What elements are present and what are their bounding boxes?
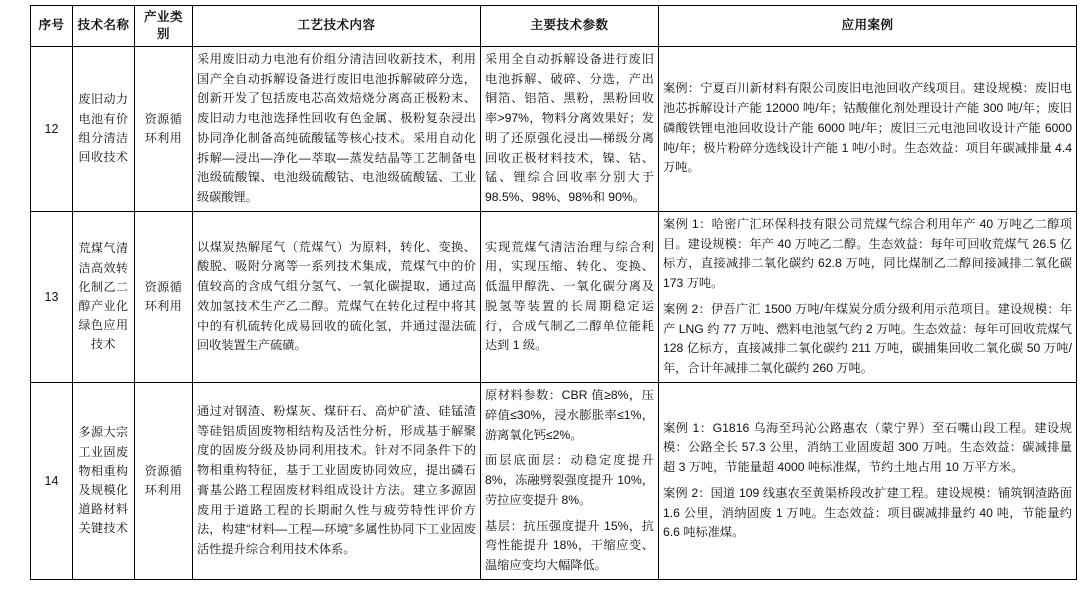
column-header-category: 产业类别 bbox=[135, 6, 193, 47]
table-row bbox=[31, 383, 1077, 580]
table-row bbox=[31, 46, 1077, 211]
column-header-parameters: 主要技术参数 bbox=[481, 6, 659, 47]
case-paragraph: 案例 1：哈密广汇环保科技有限公司荒煤气综合利用年产 40 万吨乙二醇项目。建设规模：年产 40 万吨乙二醇。生态效益：每年可回收荒煤气 26.5 亿标方，直接减排二氧化碳约 62.8 万吨，同比煤制乙二醇间接减排二氧化碳 173 万吨。 bbox=[663, 216, 1072, 291]
application-cases bbox=[659, 46, 1077, 211]
technology-content bbox=[193, 46, 481, 211]
technology-name: 荒煤气清洁高效转化制乙二醇产业化绿色应用技术 bbox=[73, 211, 135, 382]
industry-category: 资源循环利用 bbox=[135, 383, 193, 580]
row-number: 14 bbox=[31, 383, 73, 580]
column-header-name: 技术名称 bbox=[73, 6, 135, 47]
technology-name: 多源大宗工业固废物相重构及规模化道路材料关键技术 bbox=[73, 383, 135, 580]
technology-catalog-table bbox=[30, 5, 1077, 580]
technology-content-paragraph: 采用废旧动力电池有价组分清洁回收新技术，利用国产全自动拆解设备进行废旧电池拆解破碎分选，创新开发了包括废电芯高效焙烧分离高正极粉末、废旧动力电池选择性回收有色金属、极粉复杂浸出协同净化制备高纯硫酸锰等核心技术。采用自动化拆解—浸出—净化—萃取—蒸发结晶等工艺制备电池级硫酸镍、电池级硫酸钴、电池级硫酸锰、工业级碳酸锂。 bbox=[197, 51, 476, 205]
technology-name: 废旧动力电池有价组分清洁回收技术 bbox=[73, 46, 135, 211]
application-cases bbox=[659, 211, 1077, 382]
table-header-row bbox=[31, 6, 1077, 47]
parameter-paragraph: 实现荒煤气清洁治理与综合利用，实现压缩、转化、变换、低温甲醇洗、一氧化碳分离及脱氢等装置的长周期稳定运行，合成气制乙二醇单位能耗达到 1 级。 bbox=[485, 239, 654, 353]
industry-category: 资源循环利用 bbox=[135, 46, 193, 211]
parameter-paragraph: 基层：抗压强度提升 15%，抗弯性能提升 18%，干缩应变、温缩应变均大幅降低。 bbox=[485, 518, 654, 573]
case-paragraph: 案例 1：G1816 乌海至玛沁公路惠农（蒙宁界）至石嘴山段工程。建设规模：公路全长 57.3 公里，消纳工业固废超 300 万吨。生态效益：碳减排量超 3 万吨，节能量超 4000 吨标准煤，节约土地占用 10 万平方米。 bbox=[663, 420, 1072, 475]
technical-parameters bbox=[481, 46, 659, 211]
table-row bbox=[31, 211, 1077, 382]
row-number: 13 bbox=[31, 211, 73, 382]
technology-content bbox=[193, 211, 481, 382]
column-header-no: 序号 bbox=[31, 6, 73, 47]
technical-parameters bbox=[481, 211, 659, 382]
row-number: 12 bbox=[31, 46, 73, 211]
parameter-paragraph: 原材料参数：CBR 值≥8%，压碎值≤30%，浸水膨胀率≤1%，游离氧化钙≤2%。 bbox=[485, 388, 654, 442]
case-paragraph: 案例 2：国道 109 线惠农至黄渠桥段改扩建工程。建设规模：铺筑钢渣路面 1.6 公里，消纳固废 1 万吨。生态效益：项目碳减排量约 40 吨，节能量约 6.6 吨标准煤。 bbox=[663, 485, 1072, 540]
parameter-paragraph: 采用全自动拆解设备进行废旧电池拆解、破碎、分选，产出铜箔、铝箔、黑粉，黑粉回收率>97%，物料分离效果好；发明了还原强化浸出—梯级分离回收正极材料技术，镍、钴、锰、锂综合回收率分别大于 98.5%、98%、98%和 90%。 bbox=[485, 51, 654, 205]
parameter-paragraph: 面层底面层：动稳定度提升 8%，冻融劈裂强度提升 10%，劳拉应变提升 8%。 bbox=[485, 453, 654, 507]
industry-category: 资源循环利用 bbox=[135, 211, 193, 382]
table-header bbox=[31, 6, 1077, 47]
technical-parameters bbox=[481, 383, 659, 580]
technology-content-paragraph: 以煤炭热解尾气（荒煤气）为原料，转化、变换、酸脱、吸附分离等一系列技术集成，荒煤气中的价值较高的含成气组分氢气、一氧化碳提取，通过高效加氢技术生产乙二醇。荒煤气在转化过程中将其中的有机硫转化成易回收的硫化氢，并通过湿法硫回收装置生产硫磺。 bbox=[197, 239, 476, 353]
case-paragraph: 案例 2：伊吾广汇 1500 万吨/年煤炭分质分级利用示范项目。建设规模：年产 LNG 约 77 万吨、燃料电池氢气约 2 万吨。生态效益：每年可回收荒煤气 128 亿标方，直接减排二氧化碳约 211 万吨，碳捕集回收二氧化碳 50 万吨/年，合计年减排二氧化碳约 260 万吨。 bbox=[663, 301, 1072, 376]
case-paragraph: 案例：宁夏百川新材料有限公司废旧电池回收产线项目。建设规模：废旧电池芯拆解设计产能 12000 吨/年；钴酸催化剂处理设计产能 300 吨/年；废旧磷酸铁锂电池回收设计产能 6000 吨/年；废旧三元电池回收设计产能 6000 吨/年；极片粉碎分选线设计产能 1 吨/小时。生态效益：项目年碳减排量 4.4 万吨。 bbox=[663, 81, 1072, 175]
technology-content bbox=[193, 383, 481, 580]
column-header-cases: 应用案例 bbox=[659, 6, 1077, 47]
table-body bbox=[31, 46, 1077, 579]
column-header-technology-content: 工艺技术内容 bbox=[193, 6, 481, 47]
technology-content-paragraph: 通过对钢渣、粉煤灰、煤矸石、高炉矿渣、硅锰渣等硅铝质固废物相结构及活性分析，形成基于解聚度的固废分级及协同利用技术。针对不同条件下的物相重构特征，基于工业固废协同效应，提出磷石膏基公路工程固废材料组成设计方法。建立多源固废用于道路工程的长期耐久性与疲劳特性评价方法，构建“材料—工程—环境”多属性协同下工业固废活性提升综合利用技术体系。 bbox=[197, 403, 476, 557]
application-cases bbox=[659, 383, 1077, 580]
